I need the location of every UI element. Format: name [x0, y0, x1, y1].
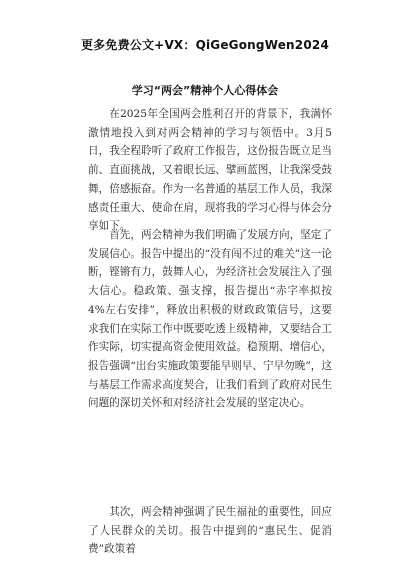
document-title: 学习“两会”精神个人心得体会 [131, 84, 279, 97]
paragraph-intro: 在2025年全国两会胜利召开的背景下，我满怀激情地投入到对两会精神的学习与领悟中。3月5日，我全程聆听了政府工作报告，这份报告既立足当前、直面挑战，又着眼长远、擘画蓝图，让我深受鼓舞，倍感振奋。作为一名普通的基层工作人员，我深感责任重大、使命在肩，现将我的学习心得与体会分享如下。 [88, 108, 332, 233]
paragraph-second-point: 其次，两会精神强调了民生福祉的重要性，回应了人民群众的关切。报告中提到的“惠民生、促消费”政策着 [88, 506, 332, 556]
promo-header: 更多免费公文+VX：QiGeGongWen2024 [80, 38, 329, 52]
paragraph-first-point: 首先，两会精神为我们明确了发展方向，坚定了发展信心。报告中提出的“没有闯不过的难关”这一论断，铿锵有力，鼓舞人心，为经济社会发展注入了强大信心。稳政策、强支撑，报告提出“赤字率拟按4%左右安排”，释放出积极的财政政策信号，这要求我们在实际工作中既要吃透上级精神，又要结合工作实际，切实提高资金使用效益。稳预期、增信心，报告强调“出台实施政策要能早则早、宁早勿晚”，这与基层工作需求高度契合，让我们看到了政府对民生问题的深切关怀和对经济社会发展的坚定决心。 [88, 229, 332, 410]
